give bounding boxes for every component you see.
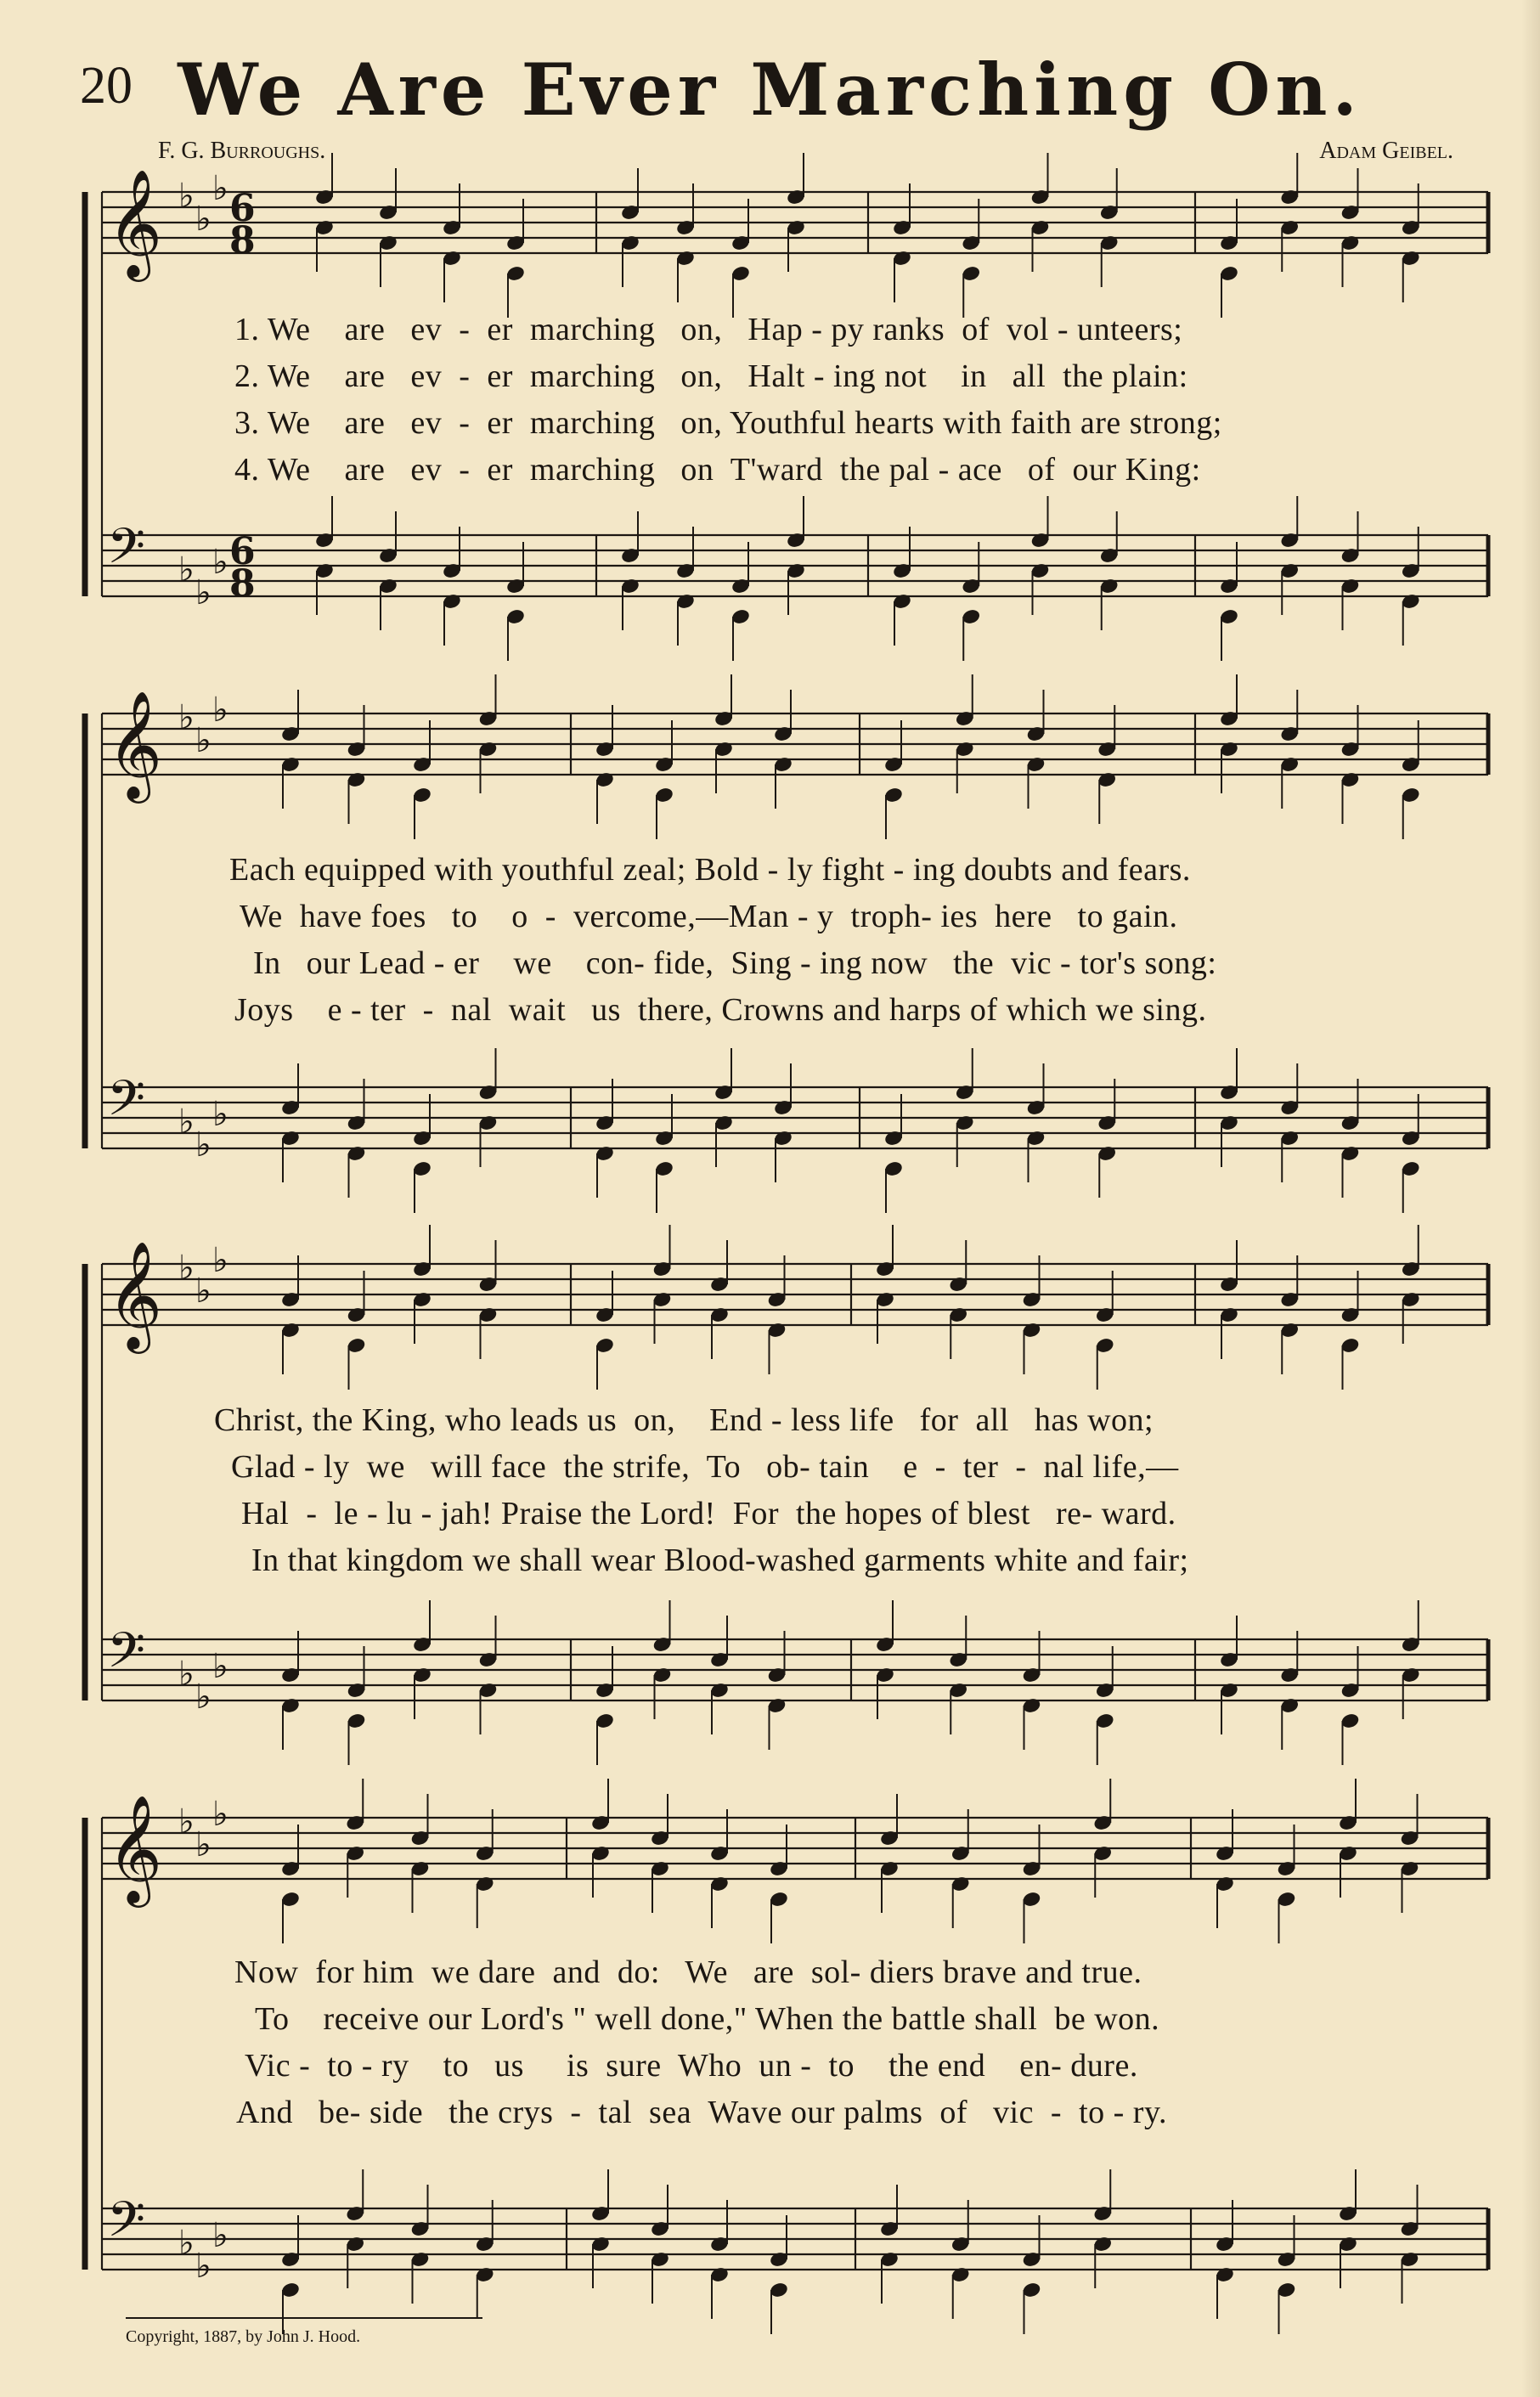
svg-text:♭: ♭ xyxy=(195,1125,212,1165)
svg-text:♭: ♭ xyxy=(212,2216,228,2255)
svg-text:𝄢: 𝄢 xyxy=(107,517,146,587)
svg-text:♭: ♭ xyxy=(212,1647,228,1686)
svg-text:♭: ♭ xyxy=(195,1272,212,1311)
svg-text:♭: ♭ xyxy=(212,1095,228,1134)
svg-text:♭: ♭ xyxy=(178,177,195,216)
svg-text:8: 8 xyxy=(229,219,256,262)
page-number: 20 xyxy=(80,57,133,115)
verse-line-4: 4. We are ev - er marching on T'ward the pal - ace of our King: xyxy=(234,452,1201,488)
verse-line-7: In our Lead - er we con- fide, Sing - ing now the vic - tor's song: xyxy=(253,945,1217,981)
svg-text:𝄢: 𝄢 xyxy=(107,1069,146,1139)
svg-text:♭: ♭ xyxy=(195,200,212,239)
music-system-4 xyxy=(78,1784,1488,2285)
verse-line-2: 2. We are ev - er marching on, Halt - ing not in all the plain: xyxy=(234,358,1188,394)
music-system-2 xyxy=(78,688,1488,1164)
svg-text:♭: ♭ xyxy=(178,550,195,589)
svg-text:6: 6 xyxy=(229,530,256,573)
svg-text:♭: ♭ xyxy=(178,1249,195,1288)
svg-text:𝄢: 𝄢 xyxy=(107,2191,146,2260)
svg-text:♭: ♭ xyxy=(178,698,195,737)
svg-text:𝄞: 𝄞 xyxy=(107,168,163,277)
svg-text:♭: ♭ xyxy=(195,1825,212,1864)
svg-text:♭: ♭ xyxy=(212,1795,228,1834)
hymn-title: We Are Ever Marching On. xyxy=(178,48,1362,132)
verse-line-5: Each equipped with youthful zeal; Bold - ly fight - ing doubts and fears. xyxy=(229,852,1191,888)
engraving-group xyxy=(85,674,1488,1213)
verse-line-1: 1. We are ev - er marching on, Hap - py ranks of vol - unteers; xyxy=(234,312,1183,347)
treble-staff-1 xyxy=(78,170,1488,620)
svg-text:8: 8 xyxy=(229,562,256,606)
music-system-3 xyxy=(78,1240,1488,1716)
svg-text:♭: ♭ xyxy=(178,2224,195,2263)
composer-credit: Adam Geibel. xyxy=(1319,138,1453,164)
verse-line-14: To receive our Lord's " well done," When the battle shall be won. xyxy=(255,2001,1160,2037)
verse-line-11: Hal - le - lu - jah! Praise the Lord! For the hopes of blest re- ward. xyxy=(241,1496,1176,1531)
svg-text:♭: ♭ xyxy=(195,1678,212,1717)
svg-text:6: 6 xyxy=(229,187,256,230)
music-system-1 xyxy=(78,170,1488,620)
svg-text:𝄢: 𝄢 xyxy=(107,1622,146,1691)
verse-line-16: And be- side the crys - tal sea Wave our palms of vic - to - ry. xyxy=(236,2095,1167,2130)
verse-line-9: Christ, the King, who leads us on, End - less life for all has won; xyxy=(214,1402,1154,1438)
verse-line-13: Now for him we dare and do: We are sol- diers brave and true. xyxy=(234,1954,1142,1990)
svg-text:♭: ♭ xyxy=(195,2247,212,2286)
verse-line-8: Joys e - ter - nal wait us there, Crowns and harps of which we sing. xyxy=(234,992,1207,1028)
copyright-notice: Copyright, 1887, by John J. Hood. xyxy=(126,2317,482,2347)
page-edge-shading xyxy=(1521,0,1540,2397)
verse-line-15: Vic - to - ry to us is sure Who un - to the end en- dure. xyxy=(245,2048,1138,2084)
svg-text:♭: ♭ xyxy=(212,543,228,582)
verse-line-6: We have foes to o - vercome,—Man - y troph- ies here to gain. xyxy=(240,899,1178,934)
svg-text:𝄞: 𝄞 xyxy=(107,690,163,798)
svg-text:♭: ♭ xyxy=(212,1241,228,1280)
svg-text:𝄞: 𝄞 xyxy=(107,1794,163,1903)
svg-text:♭: ♭ xyxy=(178,1802,195,1841)
svg-text:♭: ♭ xyxy=(195,721,212,760)
svg-text:♭: ♭ xyxy=(212,691,228,730)
verse-line-12: In that kingdom we shall wear Blood-washed garments white and fair; xyxy=(251,1543,1189,1578)
svg-text:𝄞: 𝄞 xyxy=(107,1240,163,1349)
verse-line-10: Glad - ly we will face the strife, To ob- tain e - ter - nal life,— xyxy=(231,1449,1179,1485)
svg-text:♭: ♭ xyxy=(178,1655,195,1694)
svg-text:♭: ♭ xyxy=(195,573,212,612)
verse-line-3: 3. We are ev - er marching on, Youthful hearts with faith are strong; xyxy=(234,405,1222,441)
svg-text:♭: ♭ xyxy=(212,169,228,208)
svg-text:♭: ♭ xyxy=(178,1103,195,1142)
lyricist-credit: F. G. Burroughs. xyxy=(158,138,326,164)
